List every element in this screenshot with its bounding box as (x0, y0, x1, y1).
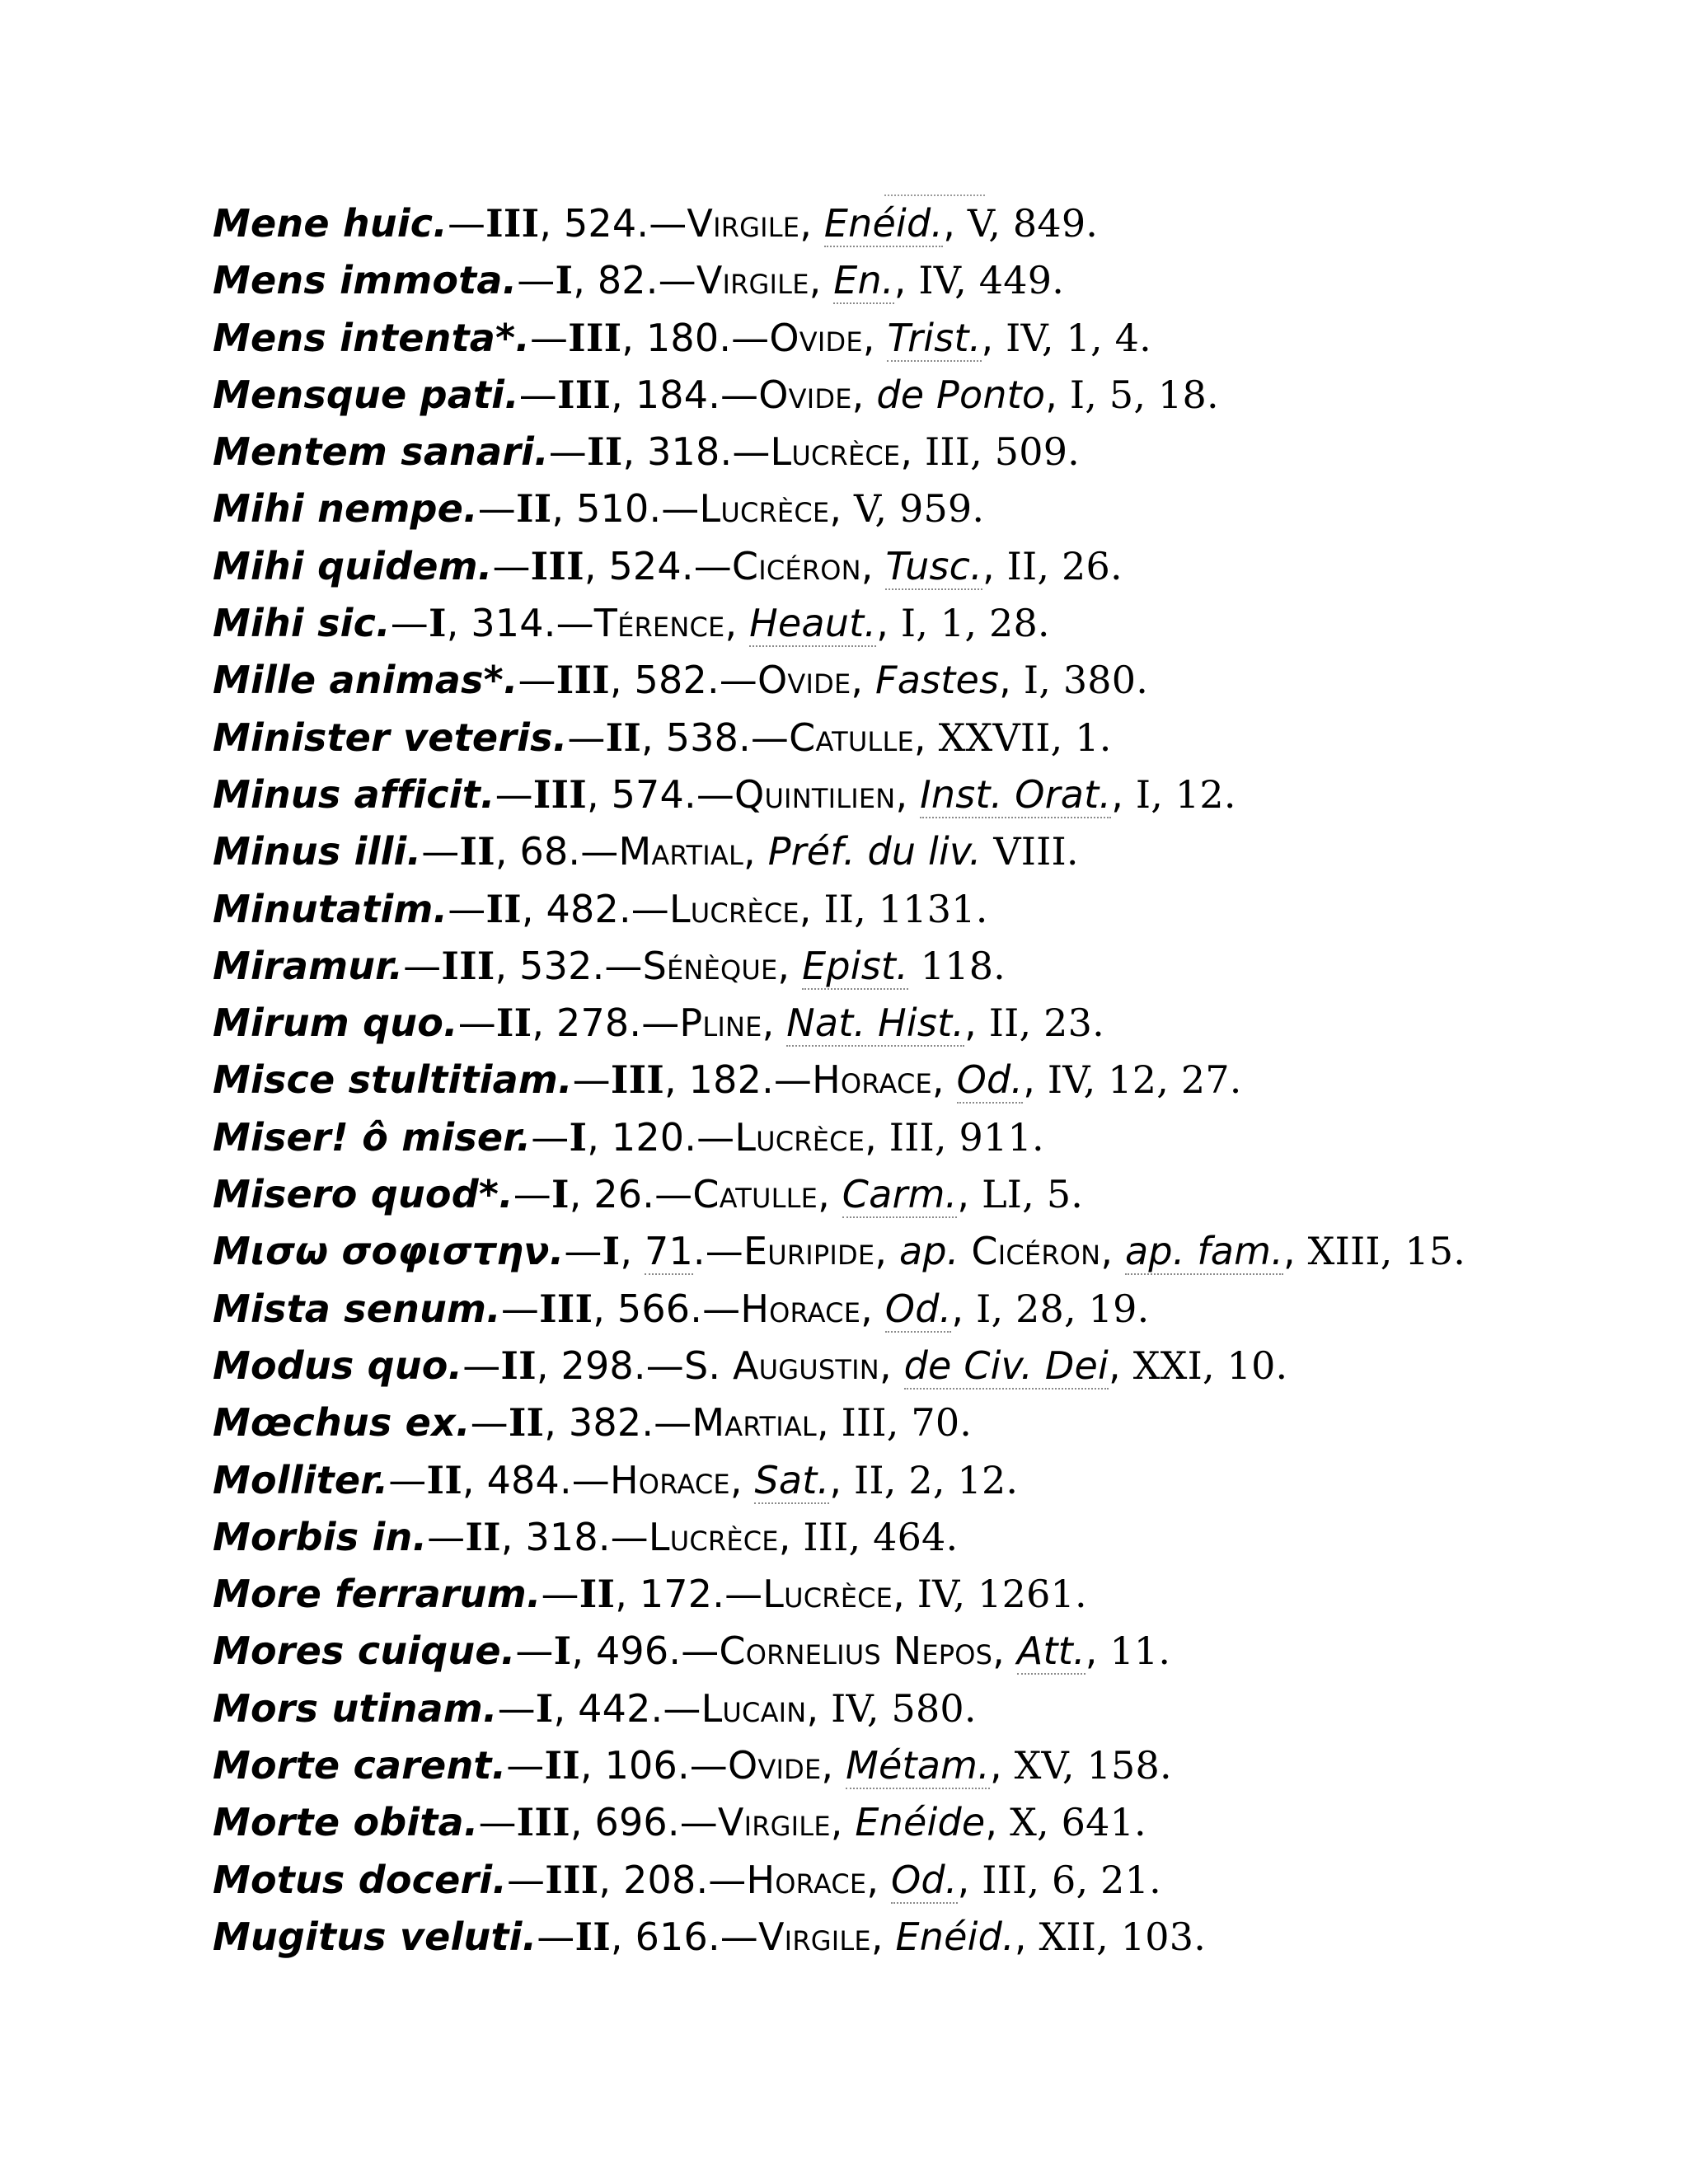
entry-reference: X, 641. (1010, 1800, 1146, 1845)
entry-headword: Morbis in. (213, 1514, 428, 1559)
entry-volume: III (539, 1286, 593, 1331)
entry-reference: III, 6, 21. (982, 1857, 1161, 1902)
entry-work[interactable]: Sat. (754, 1457, 830, 1502)
entry-reference: III, 911. (889, 1114, 1044, 1160)
entry-page: 26 (593, 1172, 643, 1217)
entry-reference: 11. (1109, 1629, 1171, 1674)
entry-page: 120 (611, 1114, 685, 1160)
entry-volume: II (544, 1743, 580, 1788)
entry-author: Virgile (696, 258, 809, 303)
entry-reference: XIII, 15. (1307, 1229, 1466, 1274)
entry-headword: Miser! ô miser. (213, 1114, 532, 1160)
entry-reference: IV, 449. (918, 258, 1065, 303)
entry-author: Horace (610, 1457, 730, 1502)
entry-work[interactable]: Od. (890, 1857, 958, 1902)
index-entry: Μισω σοφιστην.—I, 71.—Euripide, ap. Cicéron, ap. fam., XIII, 15. (213, 1229, 1466, 1274)
entry-page: 298 (560, 1343, 634, 1388)
entry-reference: VIII. (993, 829, 1079, 874)
entry-volume: II (485, 886, 522, 931)
entry-page: 510 (576, 486, 649, 532)
entry-work[interactable]: Heaut. (749, 601, 877, 646)
entry-page: 68 (519, 829, 569, 874)
entry-page: 582 (634, 658, 707, 703)
entry-page: 184 (635, 372, 709, 417)
entry-work[interactable]: Métam. (846, 1743, 990, 1788)
entry-volume: III (557, 372, 612, 417)
entry-headword: Μισω σοφιστην. (213, 1229, 565, 1274)
entry-author: Quintilien (734, 771, 896, 817)
entry-headword: Mista senum. (213, 1286, 501, 1331)
entry-volume: II (426, 1457, 462, 1502)
entry-volume: III (516, 1800, 570, 1845)
entry-author: Ovide (728, 1743, 822, 1788)
entry-volume: III (530, 543, 584, 588)
entry-volume: III (441, 943, 495, 988)
index-entry: Mensque pati.—III, 184.—Ovide, de Ponto, I, 5, 18. (213, 372, 1219, 417)
entry-reference: II, 2, 12. (854, 1457, 1019, 1502)
entry-reference: LI, 5. (982, 1172, 1084, 1217)
entry-author: Lucrèce (770, 429, 901, 475)
entry-author: Lucain (701, 1685, 807, 1731)
entry-author: Lucrèce (734, 1114, 865, 1160)
entry-volume: II (459, 829, 495, 874)
entry-headword: Morte carent. (213, 1743, 507, 1788)
entry-headword: Miramur. (213, 943, 404, 988)
entry-headword: Mens immota. (213, 258, 518, 303)
entry-page: 180 (645, 315, 720, 360)
entry-reference: I, 5, 18. (1069, 372, 1219, 417)
entry-headword: Mene huic. (213, 201, 448, 246)
entry-page: 524 (608, 543, 682, 588)
entry-author: Sénèque (642, 943, 778, 988)
index-entry: Mugitus veluti.—II, 616.—Virgile, Enéid., XII, 103. (213, 1914, 1207, 1959)
entry-page: 182 (688, 1057, 762, 1103)
index-entry: Morte obita.—III, 696.—Virgile, Enéide, X, 641. (213, 1800, 1146, 1845)
entry-author: Cicéron (731, 543, 861, 588)
entry-reference: IV, 1, 4. (1006, 315, 1151, 360)
entry-page: 318 (525, 1514, 598, 1559)
entry-page: 382 (568, 1400, 642, 1446)
entry-page: 278 (556, 1001, 630, 1046)
entry-work[interactable]: Nat. Hist. (786, 1001, 965, 1046)
entry-work[interactable]: Carm. (842, 1172, 958, 1217)
entry-headword: Mores cuique. (213, 1629, 516, 1674)
entry-volume: II (465, 1514, 501, 1559)
citation-index-list (213, 195, 1647, 1966)
index-entry: Minus illi.—II, 68.—Martial, Préf. du liv. VIII. (213, 829, 1079, 874)
index-entry: Mihi quidem.—III, 524.—Cicéron, Tusc., II, 26. (213, 543, 1123, 588)
index-entry: Mista senum.—III, 566.—Horace, Od., I, 28, 19. (213, 1286, 1150, 1331)
entry-page: 172 (639, 1572, 713, 1617)
entry-volume: I (569, 1114, 588, 1160)
entry-headword: Mihi quidem. (213, 543, 493, 588)
entry-reference: 118. (920, 943, 1006, 988)
index-entry: Mors utinam.—I, 442.—Lucain, IV, 580. (213, 1685, 977, 1731)
entry-work-secondary[interactable]: ap. fam. (1124, 1229, 1284, 1274)
entry-headword: Misce stultitiam. (213, 1057, 573, 1103)
entry-author: Ovide (758, 372, 852, 417)
entry-volume: II (574, 1914, 611, 1959)
entry-author: Virgile (687, 201, 800, 246)
index-entry: Misce stultitiam.—III, 182.—Horace, Od., IV, 12, 27. (213, 1057, 1242, 1103)
entry-volume: II (500, 1343, 537, 1388)
entry-work: ap. (898, 1229, 959, 1274)
entry-reference: V, 849. (967, 201, 1099, 246)
index-entry: Mens immota.—I, 82.—Virgile, En., IV, 449. (213, 258, 1065, 303)
index-entry: Minister veteris.—II, 538.—Catulle, XXVII, 1. (213, 715, 1112, 760)
entry-page: 208 (623, 1857, 696, 1902)
entry-page: 442 (578, 1685, 651, 1731)
index-entry: Misero quod*.—I, 26.—Catulle, Carm., LI, 5. (213, 1172, 1084, 1217)
entry-author: Martial (618, 829, 744, 874)
entry-work: Enéide (855, 1800, 986, 1845)
entry-author: S. Augustin (683, 1343, 879, 1388)
entry-page: 318 (647, 429, 720, 475)
index-entry: Modus quo.—II, 298.—S. Augustin, de Civ. Dei, XXI, 10. (213, 1343, 1288, 1388)
entry-author: Virgile (758, 1914, 871, 1959)
entry-headword: Mirum quo. (213, 1001, 458, 1046)
entry-volume: II (515, 486, 552, 532)
entry-headword: Mœchus ex. (213, 1400, 471, 1446)
entry-work: Enéid. (895, 1914, 1015, 1959)
entry-reference: IV, 580. (831, 1685, 977, 1731)
entry-work[interactable]: Epist. (802, 943, 908, 988)
entry-volume: I (602, 1229, 621, 1274)
entry-reference: XXI, 10. (1132, 1343, 1288, 1388)
entry-volume: I (555, 258, 574, 303)
entry-volume: III (545, 1857, 599, 1902)
index-entry: Mene huic.—III, 524.—Virgile, Enéid., V, 849. (213, 201, 1099, 246)
entry-volume: II (495, 1001, 532, 1046)
entry-work: Fastes (875, 658, 1000, 703)
entry-headword: Mugitus veluti. (213, 1914, 537, 1959)
entry-reference: IV, 12, 27. (1047, 1057, 1242, 1103)
entry-page: 532 (519, 943, 593, 988)
entry-reference: I, 380. (1023, 658, 1149, 703)
entry-author: Lucrèce (762, 1572, 893, 1617)
entry-headword: Modus quo. (213, 1343, 463, 1388)
entry-author: Horace (812, 1057, 932, 1103)
entry-headword: Minister veteris. (213, 715, 568, 760)
entry-reference: II, 26. (1006, 543, 1123, 588)
entry-headword: Mihi nempe. (213, 486, 478, 532)
entry-work[interactable]: Trist. (887, 315, 982, 360)
entry-page: 314 (471, 601, 544, 646)
index-entry: Motus doceri.—III, 208.—Horace, Od., III, 6, 21. (213, 1857, 1161, 1902)
entry-headword: Mentem sanari. (213, 429, 549, 475)
entry-reference: II, 23. (988, 1001, 1104, 1046)
entry-headword: Molliter. (213, 1457, 389, 1502)
entry-work: Préf. du liv. (767, 829, 982, 874)
entry-author: Ovide (769, 315, 863, 360)
entry-work[interactable]: En. (833, 258, 894, 303)
index-entry: Morbis in.—II, 318.—Lucrèce, III, 464. (213, 1514, 959, 1559)
entry-volume: I (428, 601, 447, 646)
entry-reference: I, 1, 28. (900, 601, 1050, 646)
entry-volume: I (535, 1685, 554, 1731)
index-entry: More ferrarum.—II, 172.—Lucrèce, IV, 1261. (213, 1572, 1087, 1617)
entry-headword: Mihi sic. (213, 601, 391, 646)
entry-work[interactable]: Od. (884, 1286, 952, 1331)
entry-page: 484 (486, 1457, 560, 1502)
entry-volume: III (485, 201, 540, 246)
entry-reference: III, 70. (841, 1400, 973, 1446)
entry-reference: I, 12. (1135, 771, 1236, 817)
entry-author: Catulle (692, 1172, 818, 1217)
entry-author: Martial (692, 1400, 817, 1446)
entry-author: Térence (593, 601, 725, 646)
entry-headword: Misero quod*. (213, 1172, 513, 1217)
entry-reference: II, 1131. (823, 886, 988, 931)
entry-volume: III (556, 658, 610, 703)
index-entry: Minutatim.—II, 482.—Lucrèce, II, 1131. (213, 886, 988, 931)
entry-reference: III, 464. (803, 1514, 959, 1559)
entry-page: 496 (595, 1629, 669, 1674)
entry-author: Catulle (789, 715, 914, 760)
entry-work[interactable]: de Civ. Dei (903, 1343, 1109, 1388)
entry-author-secondary: Cicéron (971, 1229, 1101, 1274)
entry-page: 482 (546, 886, 619, 931)
entry-work[interactable]: Enéid. (823, 201, 944, 246)
entry-volume: II (508, 1400, 545, 1446)
entry-headword: Mens intenta*. (213, 315, 530, 360)
entry-author: Lucrèce (668, 886, 799, 931)
entry-author: Lucrèce (648, 1514, 779, 1559)
entry-author: Pline (679, 1001, 762, 1046)
entry-headword: Mensque pati. (213, 372, 519, 417)
entry-volume: III (610, 1057, 665, 1103)
entry-headword: Minus illi. (213, 829, 422, 874)
entry-headword: Morte obita. (213, 1800, 479, 1845)
entry-author: Horace (740, 1286, 861, 1331)
entry-headword: More ferrarum. (213, 1572, 542, 1617)
entry-reference: XV, 158. (1014, 1743, 1172, 1788)
entry-headword: Motus doceri. (213, 1857, 508, 1902)
entry-headword: Mors utinam. (213, 1685, 498, 1731)
entry-volume: I (551, 1172, 570, 1217)
entry-author: Ovide (757, 658, 851, 703)
entry-page: 524 (563, 201, 637, 246)
index-entry: Mihi nempe.—II, 510.—Lucrèce, V, 959. (213, 486, 985, 532)
entry-author: Virgile (717, 1800, 831, 1845)
entry-page: 538 (665, 715, 739, 760)
entry-volume: I (553, 1629, 572, 1674)
entry-reference: IV, 1261. (917, 1572, 1087, 1617)
entry-reference: XII, 103. (1039, 1914, 1207, 1959)
entry-page: 696 (594, 1800, 668, 1845)
index-entry: Molliter.—II, 484.—Horace, Sat., II, 2, 12. (213, 1457, 1019, 1502)
entry-volume: III (532, 771, 587, 817)
index-entry: Mille animas*.—III, 582.—Ovide, Fastes, I, 380. (213, 658, 1149, 703)
entry-work[interactable]: Att. (1016, 1629, 1085, 1674)
entry-volume: III (568, 315, 622, 360)
entry-page: 106 (604, 1743, 678, 1788)
index-entry: Mens intenta*.—III, 180.—Ovide, Trist., IV, 1, 4. (213, 315, 1151, 360)
entry-author: Euripide (743, 1229, 875, 1274)
entry-work[interactable]: Od. (956, 1057, 1024, 1103)
entry-reference: XXVII, 1. (938, 715, 1112, 760)
entry-page[interactable]: 71 (644, 1229, 693, 1274)
index-entry: Morte carent.—II, 106.—Ovide, Métam., XV, 158. (213, 1743, 1172, 1788)
entry-page: 574 (611, 771, 684, 817)
entry-author: Lucrèce (699, 486, 830, 532)
entry-headword: Mille animas*. (213, 658, 518, 703)
entry-author: Horace (746, 1857, 867, 1902)
index-entry: Minus afficit.—III, 574.—Quintilien, Inst. Orat., I, 12. (213, 771, 1236, 817)
entry-reference: V, 959. (853, 486, 985, 532)
entry-headword: Minus afficit. (213, 771, 495, 817)
entry-work[interactable]: Inst. Orat. (920, 771, 1112, 817)
entry-page: 566 (617, 1286, 691, 1331)
entry-work[interactable]: Tusc. (885, 543, 982, 588)
entry-page: 616 (635, 1914, 708, 1959)
index-entry: Miramur.—III, 532.—Sénèque, Epist. 118. (213, 943, 1006, 988)
index-entry: Mihi sic.—I, 314.—Térence, Heaut., I, 1, 28. (213, 601, 1050, 646)
entry-volume: II (605, 715, 642, 760)
entry-reference: I, 28, 19. (976, 1286, 1150, 1331)
index-entry: Miser! ô miser.—I, 120.—Lucrèce, III, 911. (213, 1114, 1044, 1160)
entry-work: de Ponto (876, 372, 1046, 417)
entry-headword: Minutatim. (213, 886, 448, 931)
entry-volume: II (579, 1572, 616, 1617)
entry-volume: II (587, 429, 623, 475)
index-entry: Mœchus ex.—II, 382.—Martial, III, 70. (213, 1400, 973, 1446)
entry-reference: III, 509. (925, 429, 1080, 475)
index-entry: Mentem sanari.—II, 318.—Lucrèce, III, 509. (213, 429, 1080, 475)
index-entry: Mirum quo.—II, 278.—Pline, Nat. Hist., II, 23. (213, 1001, 1104, 1046)
entry-page: 82 (597, 258, 646, 303)
index-entry: Mores cuique.—I, 496.—Cornelius Nepos, Att., 11. (213, 1629, 1171, 1674)
entry-author: Cornelius Nepos (719, 1629, 993, 1674)
